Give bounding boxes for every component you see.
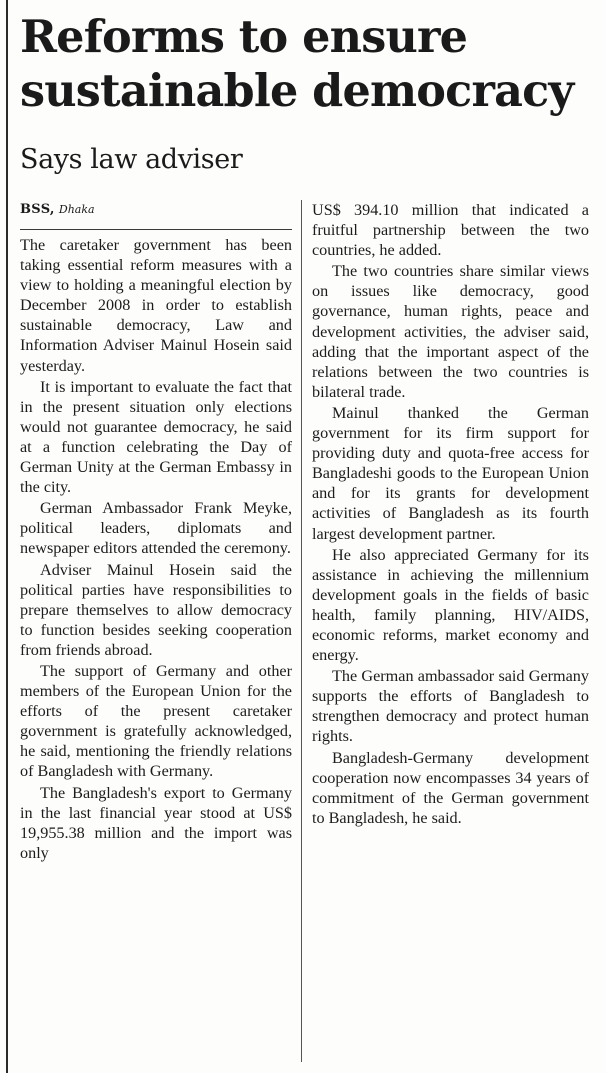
paragraph: The two countries share similar views on issues like democracy, good governance, human rights, peace and development activities, the adviser said, adding that the important aspect of the relations between the two countries is bilateral trade. <box>312 262 589 401</box>
paragraph: The German ambassador said Germany supports the efforts of Bangladesh to strengthen democracy and protect human rights. <box>312 667 589 746</box>
article-column-right <box>312 200 589 829</box>
headline <box>20 10 600 118</box>
paragraph: It is important to evaluate the fact that in the present situation only elections would not guarantee democracy, he said at a function celebrating the Day of German Unity at the German Embassy in the city. <box>20 377 292 497</box>
paragraph: The caretaker government has been taking essential reform measures with a view to holding a meaningful election by December 2008 in order to establish sustainable democracy, Law and Information Adviser Mainul Hosein said yesterday. <box>20 236 292 375</box>
paragraph: US$ 394.10 million that indicated a fruitful partnership between the two countries, he added. <box>312 201 589 260</box>
paragraph: Adviser Mainul Hosein said the political parties have responsibilities to prepare themselves to allow democracy to function besides seeking cooperation from friends abroad. <box>20 560 292 659</box>
byline-divider <box>20 229 292 230</box>
left-column-border <box>6 0 8 1073</box>
byline-place: Dhaka <box>58 203 95 216</box>
paragraph: He also appreciated Germany for its assistance in achieving the millennium development goals in the fields of basic health, family planning, HIV/AIDS, economic reforms, market economy and energy. <box>312 545 589 665</box>
paragraph: Bangladesh-Germany development cooperation now encompasses 34 years of commitment of the German government to Bangladesh, he said. <box>312 748 589 827</box>
paragraph: The Bangladesh's export to Germany in the last financial year stood at US$ 19,955.38 million and the import was only <box>20 783 292 862</box>
headline-line-2: sustainable democracy <box>20 65 574 117</box>
byline <box>20 201 95 218</box>
column-divider <box>301 200 302 1062</box>
paragraph: The support of Germany and other members of the European Union for the efforts of the present caretaker government is gratefully acknowledged, he said, mentioning the friendly relations of Bangladesh with Germany. <box>20 661 292 781</box>
paragraph: Mainul thanked the German government for its firm support for providing duty and quota-free access for Bangladeshi goods to the European Union and for its grants for development activities of Bangladesh as its fourth largest development partner. <box>312 403 589 543</box>
paragraph: German Ambassador Frank Meyke, political leaders, diplomats and newspaper editors attended the ceremony. <box>20 499 292 558</box>
headline-line-1: Reforms to ensure <box>20 11 468 63</box>
byline-agency: BSS, <box>20 202 55 217</box>
article-column-left <box>20 235 292 864</box>
subheadline: Says law adviser <box>20 144 243 175</box>
